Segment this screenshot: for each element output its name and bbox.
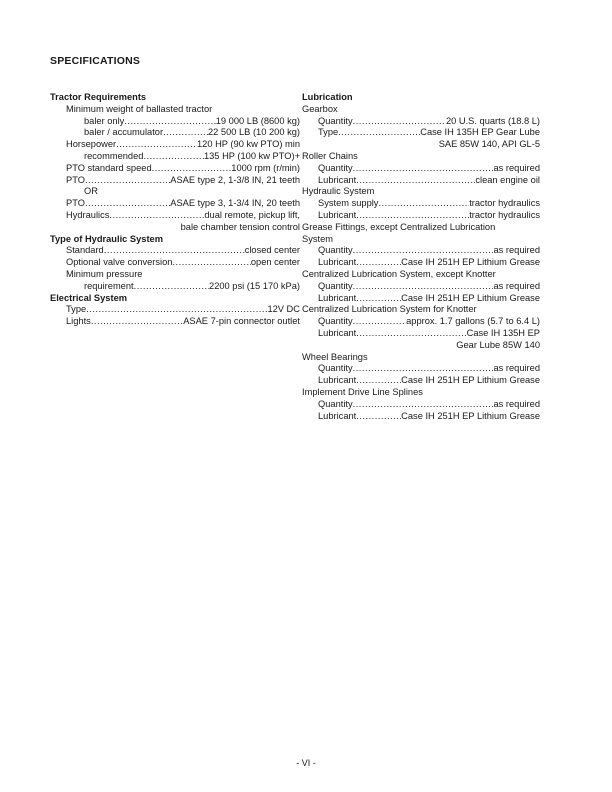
central-knotter-quantity-label: Quantity [318, 316, 353, 327]
pto-type3-label: PTO [66, 198, 85, 209]
leader-dots [353, 281, 494, 293]
gearbox-title: Gearbox [302, 103, 338, 114]
hydraulic-lubricant-label: Lubricant [318, 209, 357, 220]
left-column [50, 92, 300, 328]
leader-dots [378, 198, 469, 210]
system-supply-label: System supply [318, 198, 379, 209]
gearbox-quantity-row [302, 116, 540, 128]
gearbox-type-value: Case IH 135H EP Gear Lube [420, 127, 540, 138]
wheel-bearings-quantity-label: Quantity [318, 363, 353, 374]
hydraulic-lubricant-value: tractor hydraulics [469, 209, 540, 220]
baler-accumulator-label: baler / accumulator [84, 127, 164, 138]
gearbox-quantity-value: 20 U.S. quarts (18.8 L) [445, 115, 540, 126]
leader-dots [353, 316, 407, 328]
central-except-quantity-value: as required [493, 280, 540, 291]
pressure-requirement-label: requirement [84, 280, 134, 291]
leader-dots [356, 175, 475, 187]
leader-dots [116, 139, 197, 151]
optional-conversion-label: Optional valve conversion [66, 257, 173, 268]
leader-dots [124, 116, 215, 128]
page-number: - VI - [296, 758, 316, 768]
grease-fittings-lubricant-row [302, 257, 540, 269]
hydraulic-system-title: Hydraulic System [302, 186, 375, 197]
page-title: SPECIFICATIONS [50, 55, 141, 67]
standard-value: closed center [244, 245, 300, 256]
splines-title: Implement Drive Line Splines [302, 386, 423, 397]
gearbox-type-row [302, 127, 540, 139]
lights-label: Lights [66, 316, 91, 327]
grease-fittings-quantity-label: Quantity [318, 245, 353, 256]
leader-dots [85, 198, 170, 210]
grease-fittings-lubricant-value: Case IH 251H EP Lithium Grease [401, 257, 540, 268]
leader-dots [109, 210, 204, 222]
electrical-heading: Electrical System [50, 292, 128, 303]
optional-conversion-row [50, 257, 300, 269]
lights-row [50, 316, 300, 328]
roller-chains-quantity-row [302, 163, 540, 175]
leader-dots [86, 304, 267, 316]
system-supply-row [302, 198, 540, 210]
central-knotter-lubricant-label: Lubricant [318, 327, 357, 338]
leader-dots [143, 151, 204, 163]
roller-chains-lubricant-value: clean engine oil [475, 174, 540, 185]
grease-fittings-lubricant-label: Lubricant [318, 257, 357, 268]
lights-value: ASAE 7-pin connector outlet [183, 316, 300, 327]
standard-row [50, 245, 300, 257]
central-except-knotter-title: Centralized Lubrication System, except Knotter [302, 268, 496, 279]
central-except-lubricant-label: Lubricant [318, 292, 357, 303]
roller-chains-lubricant-row [302, 175, 540, 187]
leader-dots [353, 245, 494, 257]
leader-dots [356, 293, 401, 305]
roller-chains-quantity-label: Quantity [318, 162, 353, 173]
leader-dots [172, 257, 250, 269]
central-knotter-quantity-row [302, 316, 540, 328]
optional-conversion-value: open center [250, 257, 300, 268]
standard-label: Standard [66, 245, 104, 256]
tractor-requirements-heading: Tractor Requirements [50, 92, 147, 102]
system-supply-value: tractor hydraulics [469, 198, 540, 209]
baler-only-value: 19 000 LB (8600 kg) [215, 115, 300, 126]
central-knotter-lubricant-value: Case IH 135H EP [466, 327, 540, 338]
gearbox-type-value-continued: SAE 85W 140, API GL-5 [438, 139, 540, 150]
min-weight-label: Minimum weight of ballasted tractor [66, 103, 213, 114]
pto-type2-label: PTO [66, 174, 85, 185]
central-except-quantity-row [302, 281, 540, 293]
grease-fittings-quantity-value: as required [493, 245, 540, 256]
roller-chains-quantity-value: as required [493, 162, 540, 173]
roller-chains-title: Roller Chains [302, 150, 358, 161]
electrical-type-label: Type [66, 304, 87, 315]
horsepower-label: Horsepower [66, 139, 117, 150]
recommended-row [50, 151, 300, 163]
hydraulic-lubricant-row [302, 210, 540, 222]
splines-lubricant-row [302, 411, 540, 423]
leader-dots [152, 163, 232, 175]
central-except-lubricant-row [302, 293, 540, 305]
pto-speed-label: PTO standard speed [66, 162, 152, 173]
lubrication-heading: Lubrication [302, 92, 353, 102]
wheel-bearings-title: Wheel Bearings [302, 351, 368, 362]
pto-speed-row [50, 163, 300, 175]
pto-type3-value: ASAE type 3, 1-3/4 IN, 20 teeth [170, 198, 300, 209]
splines-quantity-row [302, 399, 540, 411]
electrical-type-row [50, 304, 300, 316]
leader-dots [163, 127, 208, 139]
leader-dots [104, 245, 245, 257]
central-knotter-quantity-value: approx. 1.7 gallons (5.7 to 6.4 L) [406, 316, 540, 327]
splines-lubricant-label: Lubricant [318, 410, 357, 421]
baler-accumulator-row [50, 127, 300, 139]
leader-dots [353, 399, 494, 411]
pto-type3-row [50, 198, 300, 210]
central-knotter-lubricant-continued: Gear Lube 85W 140 [456, 339, 540, 350]
splines-quantity-value: as required [493, 398, 540, 409]
leader-dots [356, 328, 466, 340]
wheel-bearings-quantity-row [302, 363, 540, 375]
hydraulics-value-continued: bale chamber tension control [180, 221, 300, 232]
grease-fittings-title: Grease Fittings, except Centralized Lubrication [302, 221, 496, 232]
leader-dots [353, 163, 494, 175]
hydraulics-row [50, 210, 300, 222]
right-column [302, 92, 540, 422]
leader-dots [356, 375, 401, 387]
central-except-quantity-label: Quantity [318, 280, 353, 291]
leader-dots [338, 127, 420, 139]
leader-dots [353, 363, 494, 375]
central-except-lubricant-value: Case IH 251H EP Lithium Grease [401, 292, 540, 303]
pto-type2-row [50, 175, 300, 187]
central-knotter-title: Centralized Lubrication System for Knotter [302, 304, 477, 315]
splines-quantity-label: Quantity [318, 398, 353, 409]
min-pressure-label: Minimum pressure [66, 268, 143, 279]
leader-dots [356, 210, 469, 222]
leader-dots [134, 281, 209, 293]
splines-lubricant-value: Case IH 251H EP Lithium Grease [401, 410, 540, 421]
wheel-bearings-quantity-value: as required [493, 363, 540, 374]
wheel-bearings-lubricant-value: Case IH 251H EP Lithium Grease [401, 375, 540, 386]
hydraulics-value: dual remote, pickup lift, [204, 209, 300, 220]
hydraulic-type-heading: Type of Hydraulic System [50, 233, 163, 244]
pressure-requirement-value: 2200 psi (15 170 kPa) [209, 280, 300, 291]
wheel-bearings-lubricant-row [302, 375, 540, 387]
or-label: OR [84, 186, 98, 197]
wheel-bearings-lubricant-label: Lubricant [318, 375, 357, 386]
leader-dots [353, 116, 446, 128]
electrical-type-value: 12V DC [267, 304, 300, 315]
recommended-value: 135 HP (100 kw PTO)+ [203, 150, 300, 161]
pressure-requirement-row [50, 281, 300, 293]
baler-accumulator-value: 22 500 LB (10 200 kg) [207, 127, 300, 138]
central-knotter-lubricant-row [302, 328, 540, 340]
hydraulics-label: Hydraulics [66, 209, 110, 220]
pto-type2-value: ASAE type 2, 1-3/8 IN, 21 teeth [170, 174, 300, 185]
leader-dots [356, 257, 401, 269]
recommended-label: recommended [84, 150, 144, 161]
horsepower-value: 120 HP (90 kw PTO) min [197, 139, 300, 150]
leader-dots [356, 411, 401, 423]
baler-only-row [50, 116, 300, 128]
gearbox-type-label: Type [318, 127, 339, 138]
gearbox-quantity-label: Quantity [318, 115, 353, 126]
leader-dots [85, 175, 170, 187]
grease-fittings-quantity-row [302, 245, 540, 257]
leader-dots [91, 316, 183, 328]
roller-chains-lubricant-label: Lubricant [318, 174, 357, 185]
horsepower-row [50, 139, 300, 151]
grease-fittings-title-continued: System [302, 233, 333, 244]
pto-speed-value: 1000 rpm (r/min) [231, 162, 300, 173]
baler-only-label: baler only [84, 115, 125, 126]
